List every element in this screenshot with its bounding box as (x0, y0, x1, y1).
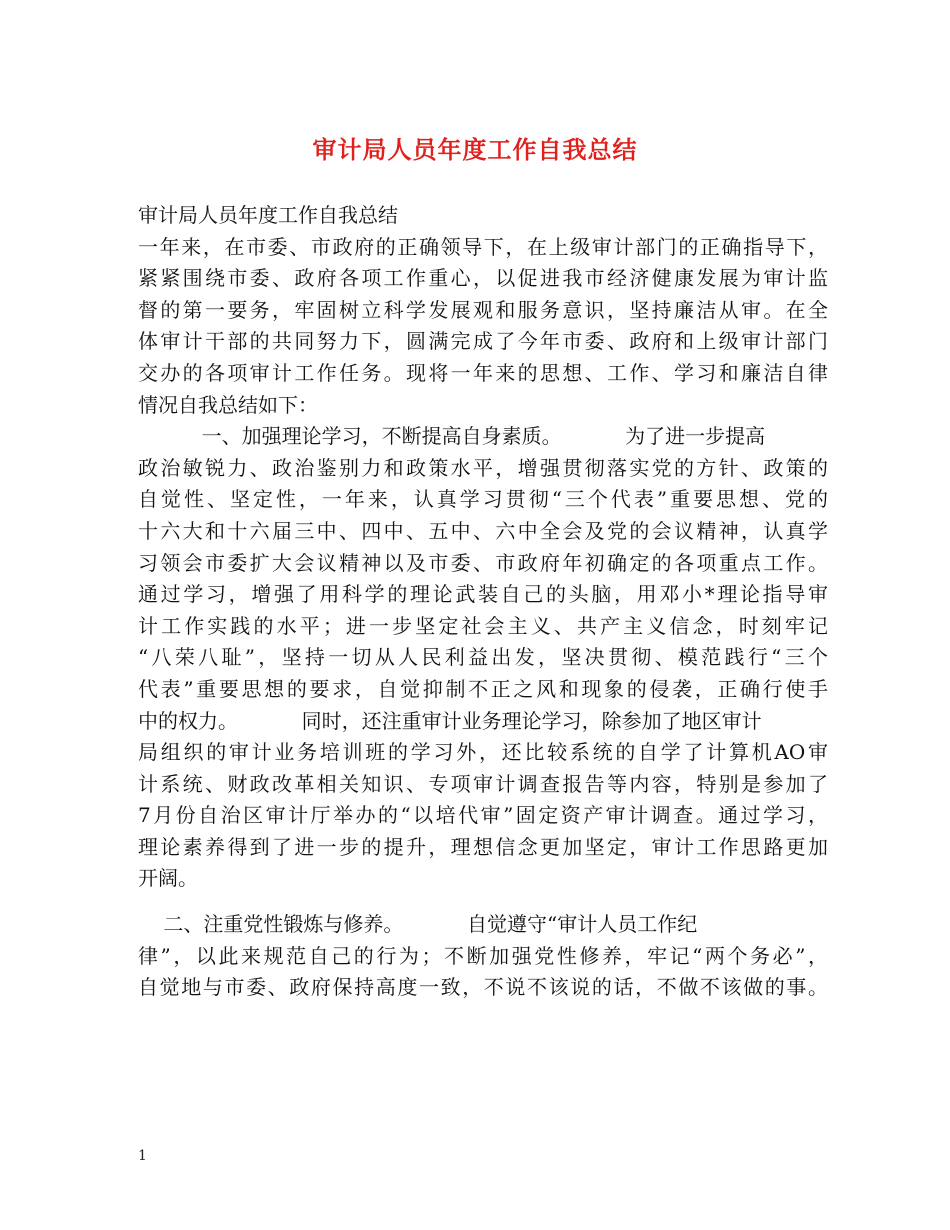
body-line: 政治敏锐力、政治鉴别力和政策水平，增强贯彻落实党的方针、政策的 (138, 455, 828, 480)
body-line: 交办的各项审计工作任务。现将一年来的思想、工作、学习和廉洁自律 (138, 360, 828, 385)
body-line: 情况自我总结如下： (138, 392, 318, 417)
body-line: 计工作实践的水平；进一步坚定社会主义、共产主义信念，时刻牢记 (138, 613, 828, 638)
body-line: 开阔。 (138, 866, 198, 891)
body-line: 自觉地与市委、政府保持高度一致，不说不该说的话，不做不该做的事。 (138, 975, 828, 1000)
document-body (138, 200, 828, 1004)
page-number: 1 (138, 1148, 147, 1164)
body-line: 局组织的审计业务培训班的学习外，还比较系统的自学了计算机AO审 (138, 740, 828, 765)
body-line: 7月份自治区审计厅举办的“以培代审”固定资产审计调查。通过学习， (138, 803, 828, 828)
body-line: 一、加强理论学习，不断提高自身素质。 为了进一步提高 (138, 424, 766, 449)
body-line: 一年来，在市委、市政府的正确领导下，在上级审计部门的正确指导下， (138, 234, 828, 259)
body-line: 审计局人员年度工作自我总结 (138, 203, 398, 227)
body-line: 督的第一要务，牢固树立科学发展观和服务意识，坚持廉洁从审。在全 (138, 297, 828, 322)
body-line: 十六大和十六届三中、四中、五中、六中全会及党的会议精神，认真学 (138, 518, 828, 543)
body-line: 通过学习，增强了用科学的理论武装自己的头脑，用邓小*理论指导审 (138, 582, 828, 607)
body-line: 代表”重要思想的要求，自觉抑制不正之风和现象的侵袭，正确行使手 (138, 676, 828, 701)
body-line: 中的权力。 同时，还注重审计业务理论学习，除参加了地区审计 (138, 708, 762, 733)
body-line: 理论素养得到了进一步的提升，理想信念更加坚定，审计工作思路更加 (138, 834, 828, 859)
body-line: 律”，以此来规范自己的行为；不断加强党性修养，牢记“两个务必”， (138, 943, 828, 968)
body-line: 体审计干部的共同努力下，圆满完成了今年市委、政府和上级审计部门 (138, 329, 828, 354)
document-title: 审计局人员年度工作自我总结 (312, 136, 638, 164)
body-line: “八荣八耻”，坚持一切从人民利益出发，坚决贯彻、模范践行“三个 (138, 645, 828, 670)
body-line: 紧紧围绕市委、政府各项工作重心，以促进我市经济健康发展为审计监 (138, 266, 828, 291)
body-line: 自觉性、坚定性，一年来，认真学习贯彻“三个代表”重要思想、党的 (138, 487, 828, 512)
body-line: 计系统、财政改革相关知识、专项审计调查报告等内容，特别是参加了 (138, 771, 828, 796)
body-line: 二、注重党性锻炼与修养。 自觉遵守“审计人员工作纪 (138, 912, 698, 937)
body-line: 习领会市委扩大会议精神以及市委、市政府年初确定的各项重点工作。 (138, 550, 828, 575)
